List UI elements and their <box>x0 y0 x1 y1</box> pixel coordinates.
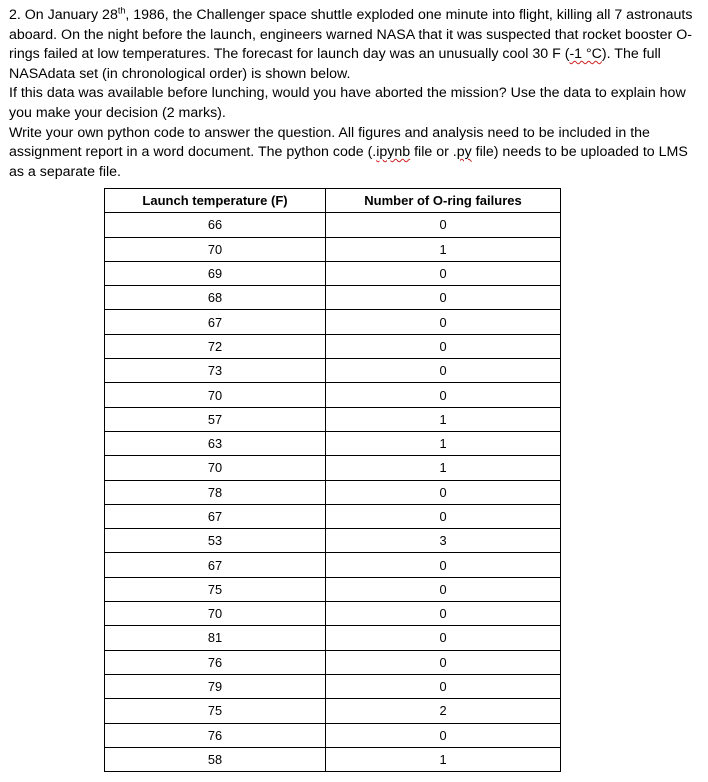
table-row <box>105 747 561 771</box>
oring-failures-cell: 0 <box>326 650 561 674</box>
question-text-run: file or . <box>410 144 457 161</box>
table-row <box>105 699 561 723</box>
table-row <box>105 456 561 480</box>
oring-failures-cell: 0 <box>326 383 561 407</box>
launch-temperature-cell: 75 <box>105 577 326 601</box>
table-row <box>105 577 561 601</box>
launch-temperature-cell: 73 <box>105 359 326 383</box>
oring-failures-cell: 0 <box>326 334 561 358</box>
oring-failures-cell: 0 <box>326 626 561 650</box>
table-row <box>105 359 561 383</box>
table-row <box>105 431 561 455</box>
header-oring-failures: Number of O-ring failures <box>326 189 561 213</box>
launch-temperature-cell: 69 <box>105 261 326 285</box>
launch-temperature-cell: 75 <box>105 699 326 723</box>
oring-failures-cell: 0 <box>326 723 561 747</box>
py-extension: py <box>456 144 472 161</box>
question-text-run: file) needs to be uploaded to LMS as a separate file. <box>9 144 688 180</box>
oring-failures-cell: 0 <box>326 359 561 383</box>
table-row <box>105 407 561 431</box>
oring-data-table <box>104 188 561 772</box>
table-row <box>105 286 561 310</box>
launch-temperature-cell: 67 <box>105 504 326 528</box>
header-launch-temperature: Launch temperature (F) <box>105 189 326 213</box>
table-row <box>105 334 561 358</box>
oring-failures-cell: 0 <box>326 310 561 334</box>
question-paragraph-3 <box>9 124 703 183</box>
oring-failures-cell: 0 <box>326 577 561 601</box>
question-text-run: Write your own python code to answer the question. All figures and analysis need to be included in the assignment report in a word document. The python code (. <box>9 124 650 161</box>
table-row <box>105 237 561 261</box>
oring-failures-cell: 1 <box>326 407 561 431</box>
oring-failures-cell: 0 <box>326 602 561 626</box>
launch-temperature-cell: 67 <box>105 310 326 334</box>
launch-temperature-cell: 72 <box>105 334 326 358</box>
launch-temperature-cell: 78 <box>105 480 326 504</box>
table-row <box>105 650 561 674</box>
ipynb-extension: ipynb <box>376 144 411 161</box>
table-row <box>105 723 561 747</box>
oring-failures-cell: 0 <box>326 504 561 528</box>
table-row <box>105 480 561 504</box>
table-row <box>105 674 561 698</box>
question-text <box>9 6 703 182</box>
oring-failures-cell: 1 <box>326 431 561 455</box>
launch-temperature-cell: 67 <box>105 553 326 577</box>
question-text-run: ). The full NASAdata set (in chronological order) is shown below. <box>9 46 661 82</box>
launch-temperature-cell: 66 <box>105 213 326 237</box>
launch-temperature-cell: 70 <box>105 237 326 261</box>
launch-temperature-cell: 57 <box>105 407 326 431</box>
table-row <box>105 310 561 334</box>
oring-failures-cell: 0 <box>326 261 561 285</box>
launch-temperature-cell: 58 <box>105 747 326 771</box>
table-row <box>105 213 561 237</box>
oring-failures-cell: 1 <box>326 456 561 480</box>
launch-temperature-cell: 70 <box>105 456 326 480</box>
table-row <box>105 383 561 407</box>
launch-temperature-cell: 53 <box>105 529 326 553</box>
launch-temperature-cell: 68 <box>105 286 326 310</box>
table-header-row <box>105 189 561 213</box>
table-row <box>105 602 561 626</box>
table-body <box>105 213 561 772</box>
oring-failures-cell: 0 <box>326 553 561 577</box>
launch-temperature-cell: 79 <box>105 674 326 698</box>
launch-temperature-cell: 76 <box>105 650 326 674</box>
oring-failures-cell: 0 <box>326 480 561 504</box>
oring-failures-cell: 0 <box>326 213 561 237</box>
ordinal-superscript: th <box>117 5 126 16</box>
table-row <box>105 529 561 553</box>
oring-failures-cell: 3 <box>326 529 561 553</box>
table-row <box>105 553 561 577</box>
oring-failures-cell: 2 <box>326 699 561 723</box>
oring-failures-cell: 0 <box>326 674 561 698</box>
oring-failures-cell: 0 <box>326 286 561 310</box>
table-row <box>105 504 561 528</box>
question-paragraph-1 <box>9 6 703 84</box>
launch-temperature-cell: 81 <box>105 626 326 650</box>
temperature-celsius: -1 °C <box>569 46 602 63</box>
question-text-run: , 1986, the Challenger space shuttle exploded one minute into flight, killing all 7 astronauts aboard. On the night before the launch, engineers warned NASA that it was suspected that rocket booster O-rings failed at low temperatures. The forecast for launch day was an unusually cool 30 F ( <box>9 7 693 63</box>
launch-temperature-cell: 76 <box>105 723 326 747</box>
launch-temperature-cell: 70 <box>105 602 326 626</box>
oring-failures-cell: 1 <box>326 237 561 261</box>
question-text-run: 2. On January 28 <box>9 7 118 23</box>
table-row <box>105 261 561 285</box>
question-paragraph-2: If this data was available before lunching, would you have aborted the mission? Use the data to explain how you make your decision (2 marks). <box>9 85 686 121</box>
table-row <box>105 626 561 650</box>
oring-failures-cell: 1 <box>326 747 561 771</box>
launch-temperature-cell: 63 <box>105 431 326 455</box>
launch-temperature-cell: 70 <box>105 383 326 407</box>
